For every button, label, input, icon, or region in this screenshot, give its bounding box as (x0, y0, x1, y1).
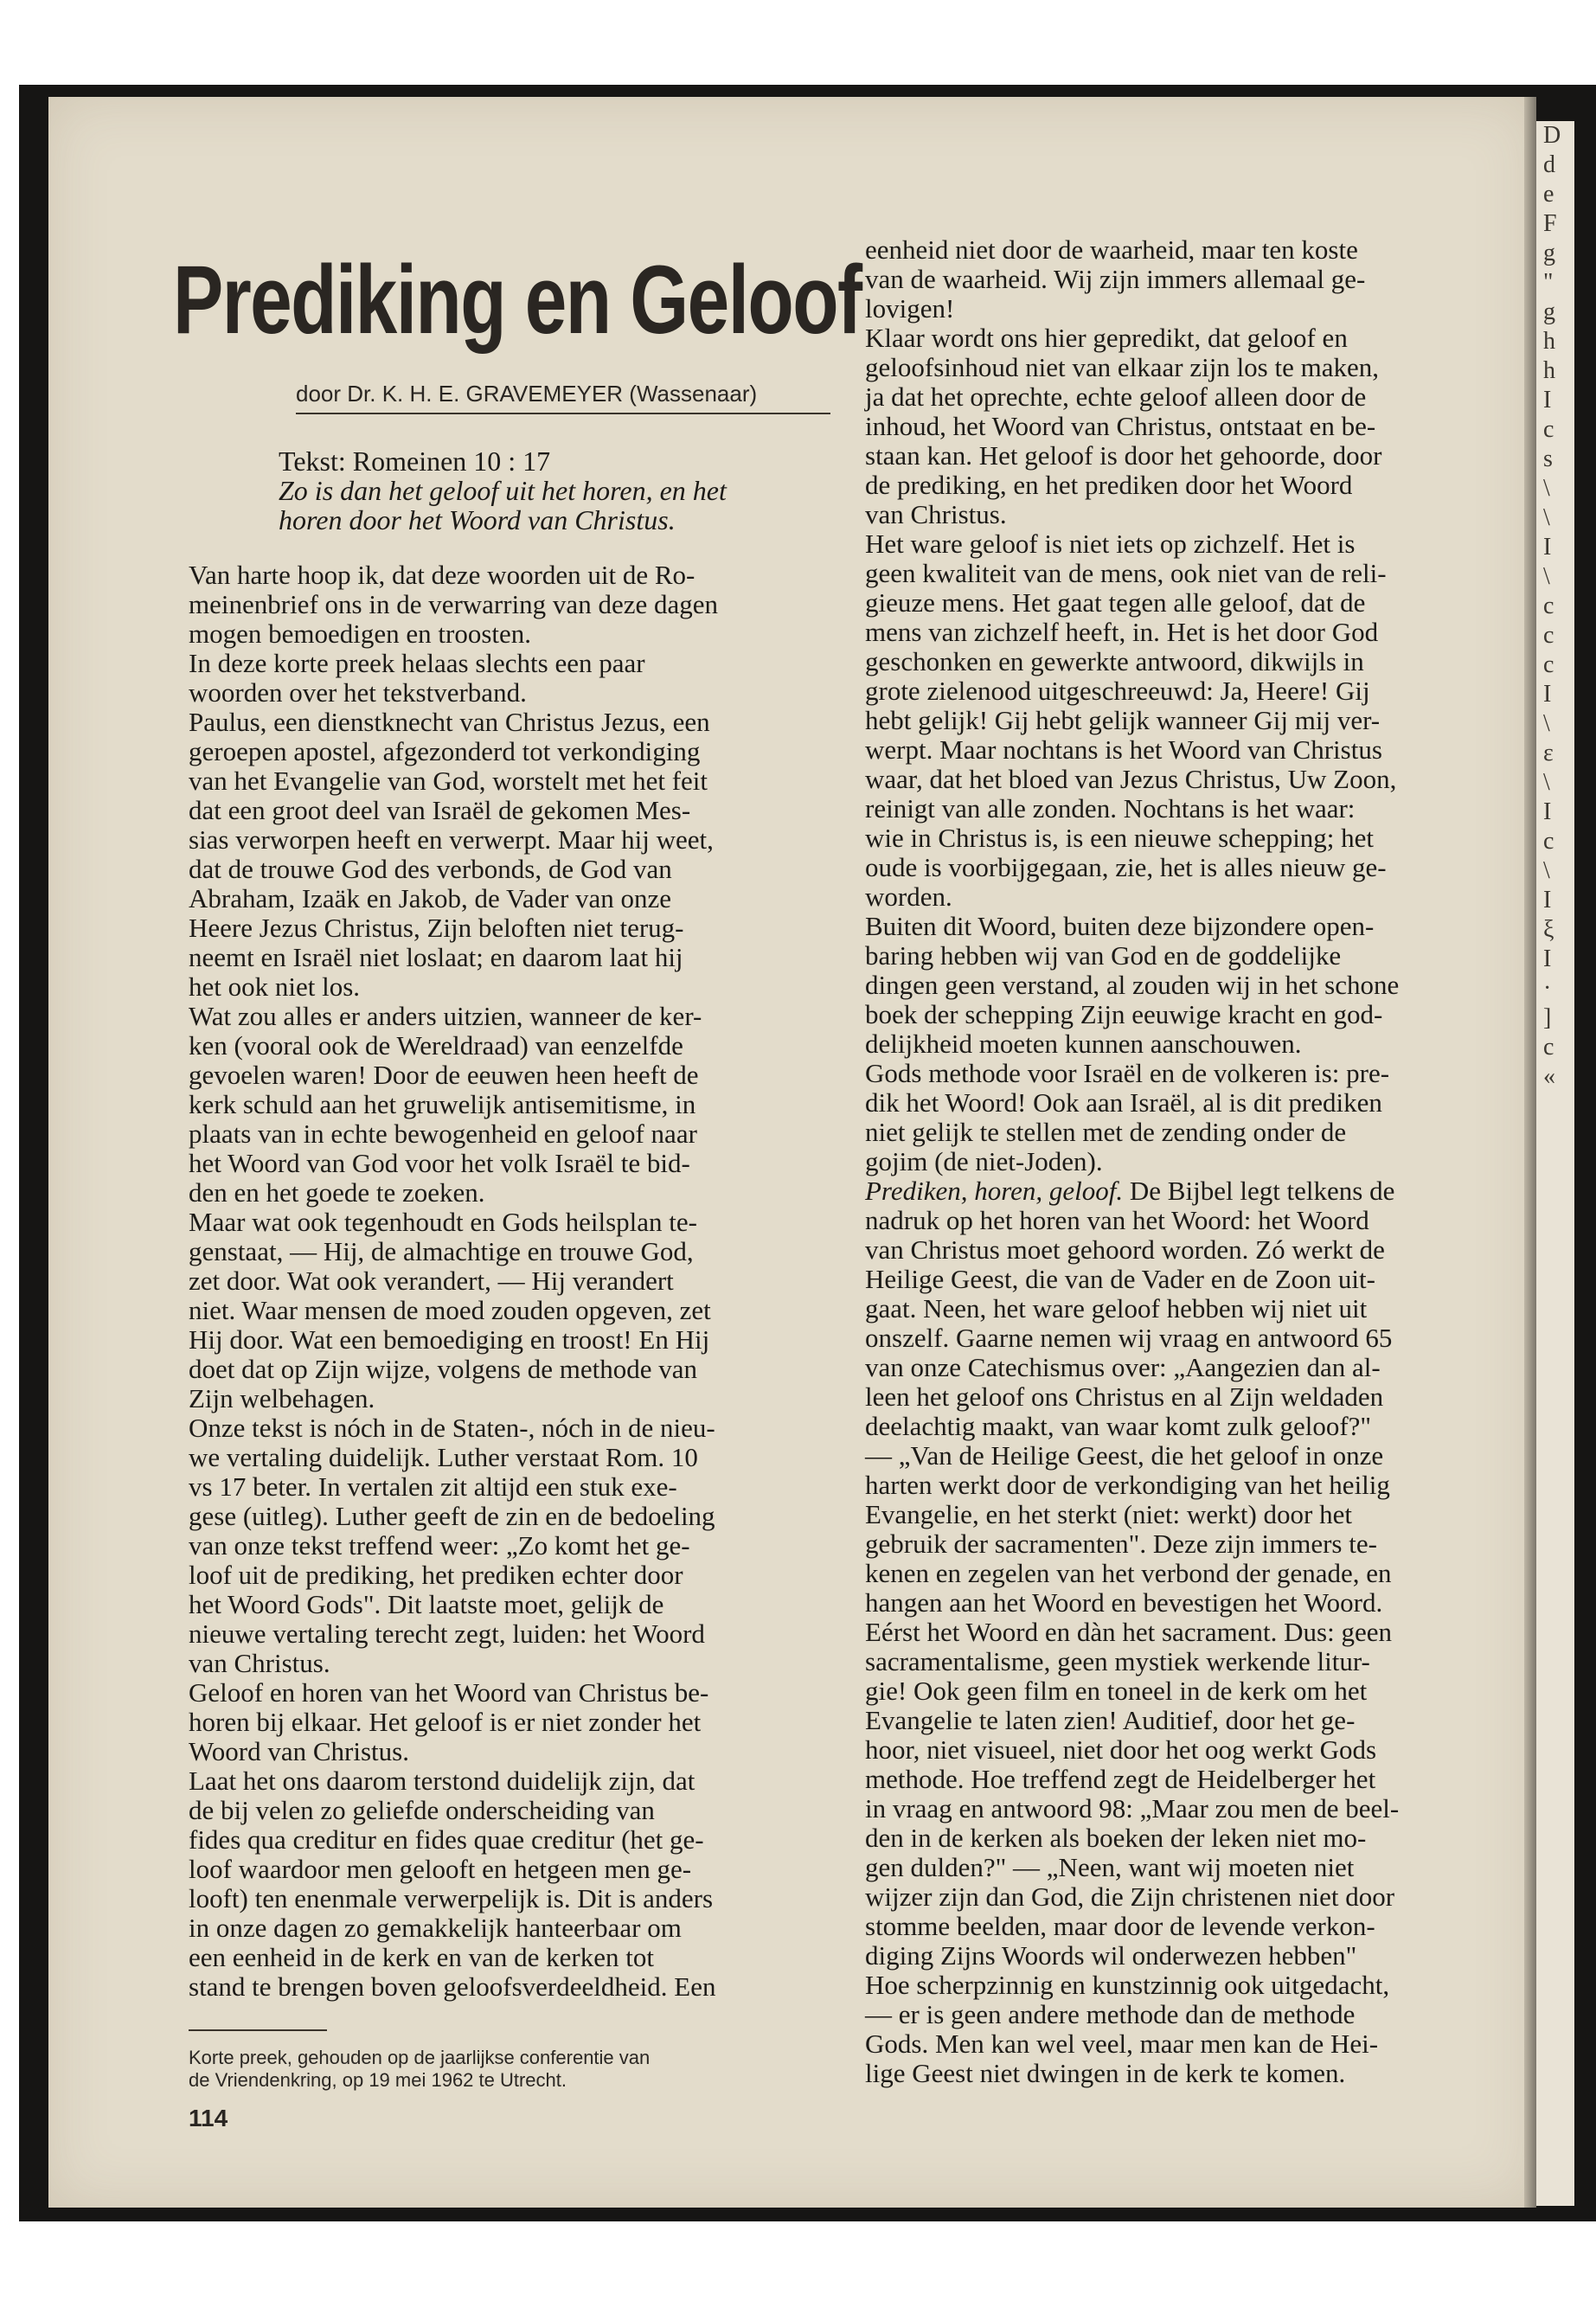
next-page-edge-glyph: · (1543, 975, 1552, 1002)
right-column-line: boek der schepping Zijn eeuwige kracht en god- (865, 999, 1383, 1029)
left-column-line: Paulus, een dienstknecht van Christus Jezus, een (189, 707, 710, 737)
right-column-line: Evangelie, en het sterkt (niet: werkt) door het (865, 1499, 1352, 1529)
left-column-line: mogen bemoedigen en troosten. (189, 619, 532, 649)
left-column-line: in onze dagen zo gemakkelijk hanteerbaar om (189, 1913, 682, 1943)
left-column-line: Geloof en horen van het Woord van Christus be- (189, 1677, 709, 1708)
section-heading-rest: De Bijbel legt telkens de (1123, 1176, 1395, 1206)
right-column-line: van onze Catechismus over: „Aangezien dan al- (865, 1352, 1381, 1382)
byline-underline (296, 413, 830, 414)
left-column-line: we vertaling duidelijk. Luther verstaat Rom. 10 (189, 1442, 698, 1472)
right-column-line: van de waarheid. Wij zijn immers allemaal ge- (865, 264, 1366, 294)
next-page-edge-glyph: ] (1543, 1004, 1552, 1031)
left-column-line: de bij velen zo geliefde onderscheiding van (189, 1795, 655, 1825)
right-column-line: gieuze mens. Het gaat tegen alle geloof, dat de (865, 587, 1366, 618)
left-column-line: van onze tekst treffend weer: „Zo komt het ge- (189, 1530, 690, 1561)
right-column-line: inhoud, het Woord van Christus, ontstaat en be- (865, 411, 1376, 441)
right-column-line: reinigt van alle zonden. Nochtans is het waar: (865, 793, 1356, 824)
left-column-line: plaats van in echte bewogenheid en geloof naar (189, 1118, 697, 1149)
next-page-edge-glyph: e (1543, 181, 1554, 208)
right-column-line: — er is geen andere methode dan de methode (865, 1999, 1356, 2029)
right-column-line: delijkheid moeten kunnen aanschouwen. (865, 1029, 1302, 1059)
left-column-line: fides qua creditur en fides quae creditur (het ge- (189, 1824, 704, 1855)
left-column-line: Heere Jezus Christus, Zijn beloften niet terug- (189, 913, 684, 943)
left-column-line: looft) ten enenmale verwerpelijk is. Dit is anders (189, 1883, 714, 1913)
right-column-line: wie in Christus is, is een nieuwe schepping; het (865, 823, 1375, 853)
next-page-edge-glyph: I (1543, 681, 1552, 708)
next-page-edge-glyph: " (1543, 269, 1554, 296)
left-column-line: Onze tekst is nóch in de Staten-, nóch in de nieu- (189, 1413, 715, 1443)
right-column-line: ja dat het oprechte, echte geloof alleen door de (865, 381, 1367, 412)
left-column-line: Woord van Christus. (189, 1736, 409, 1766)
left-column-line: gevoelen waren! Door de eeuwen heen heeft de (189, 1060, 699, 1090)
right-column-line: hebt gelijk! Gij hebt gelijk wanneer Gij mij ver- (865, 705, 1381, 735)
right-column-line: geloofsinhoud niet van elkaar zijn los te maken, (865, 352, 1379, 382)
right-column-line: diging Zijns Woords wil onderwezen hebben" (865, 1940, 1357, 1971)
left-column-line: den en het goede te zoeken. (189, 1177, 485, 1208)
next-page-edge-glyph: s (1543, 445, 1553, 472)
left-column-line: dat de trouwe God des verbonds, de God van (189, 854, 672, 884)
right-column-line: stomme beelden, maar door de levende verkon- (865, 1911, 1375, 1941)
left-column-line: gese (uitleg). Luther geeft de zin en de bedoeling (189, 1501, 715, 1531)
left-column-line: Laat het ons daarom terstond duidelijk zijn, dat (189, 1766, 695, 1796)
right-column-line: werpt. Maar nochtans is het Woord van Christus (865, 734, 1382, 765)
right-column-line: sacramentalisme, geen mystiek werkende litur- (865, 1646, 1370, 1676)
next-page-edge-glyph: I (1543, 945, 1552, 972)
left-column-line: loof uit de prediking, het prediken echter door (189, 1560, 683, 1590)
left-column-line: horen bij elkaar. Het geloof is er niet zonder het (189, 1707, 702, 1737)
right-column-line: gie! Ook geen film en toneel in de kerk om het (865, 1676, 1368, 1706)
left-column-line: woorden over het tekstverband. (189, 677, 527, 708)
right-column-line: wijzer zijn dan God, die Zijn christenen niet door (865, 1881, 1395, 1912)
right-column (865, 235, 1512, 2088)
scripture-reference: Tekst: Romeinen 10 : 17 (279, 445, 551, 477)
next-page-edge-glyph: « (1543, 1063, 1555, 1090)
footnote-line: Korte preek, gehouden op de jaarlijkse conferentie van (189, 2047, 651, 2068)
next-page-edge-glyph: g (1543, 240, 1555, 266)
next-page-edge-glyph: \ (1543, 563, 1550, 590)
next-page-edge-glyph: I (1543, 887, 1552, 913)
right-column-line: de prediking, en het prediken door het Woord (865, 470, 1353, 500)
right-column-line: leen het geloof ons Christus en al Zijn weldaden (865, 1381, 1384, 1412)
right-column-line: gaat. Neen, het ware geloof hebben wij niet uit (865, 1293, 1368, 1324)
right-column-line: Klaar wordt ons hier gepredikt, dat geloof en (865, 323, 1348, 353)
page-fold-shadow (1524, 97, 1536, 2208)
section-heading-line (865, 1176, 1512, 1206)
left-column-line: Abraham, Izaäk en Jakob, de Vader van onze (189, 883, 672, 913)
next-page-edge-glyph: c (1543, 593, 1554, 619)
next-page-edge-glyph: \ (1543, 857, 1550, 884)
left-column-line: geroepen apostel, afgezonderd tot verkondiging (189, 736, 701, 766)
next-page-edge-glyph: c (1543, 828, 1554, 855)
next-page-edge-glyph: c (1543, 651, 1554, 678)
right-column-line: mens van zichzelf heeft, in. Het is het door God (865, 617, 1379, 647)
scripture-quote-line: horen door het Woord van Christus. (279, 504, 676, 535)
left-column-line: nieuwe vertaling terecht zegt, luiden: het Woord (189, 1618, 705, 1649)
right-column-line: van Christus. (865, 499, 1007, 529)
left-column-line: het Woord van God voor het volk Israël te bid- (189, 1148, 690, 1178)
right-column-line: kenen en zegelen van het verbond der genade, en (865, 1558, 1392, 1588)
next-page-edge-glyph: d (1543, 151, 1555, 178)
next-page-edge-glyph: c (1543, 622, 1554, 649)
right-column-line: geen kwaliteit van de mens, ook niet van de reli- (865, 558, 1387, 588)
right-column-line: Hoe scherpzinnig en kunstzinnig ook uitgedacht, (865, 1970, 1390, 2000)
next-page-edge (1535, 121, 1574, 2206)
next-page-edge-glyph: c (1543, 1034, 1554, 1061)
right-column-line: onszelf. Gaarne nemen wij vraag en antwoord 65 (865, 1323, 1393, 1353)
right-column-line: lige Geest niet dwingen in de kerk te komen. (865, 2058, 1346, 2088)
right-column-line: worden. (865, 881, 952, 912)
right-column-line: nadruk op het horen van het Woord: het Woord (865, 1205, 1369, 1235)
footnote (189, 2047, 846, 2092)
next-page-edge-glyph: ξ (1543, 916, 1554, 943)
left-column-line: niet. Waar mensen de moed zouden opgeven, zet (189, 1295, 711, 1325)
scripture-quote (279, 476, 841, 535)
next-page-edge-glyph: F (1543, 210, 1557, 237)
right-column-line: gen dulden?" — „Neen, want wij moeten niet (865, 1852, 1355, 1882)
right-column-line: van Christus moet gehoord worden. Zó werkt de (865, 1234, 1385, 1265)
left-column-line: ken (vooral ook de Wereldraad) van eenzelfde (189, 1030, 683, 1061)
left-column-line: meinenbrief ons in de verwarring van deze dagen (189, 589, 718, 619)
next-page-edge-glyph: ε (1543, 740, 1554, 766)
next-page-edge-glyph: c (1543, 416, 1554, 443)
left-column-line: In deze korte preek helaas slechts een paar (189, 648, 645, 678)
left-column-line: het ook niet los. (189, 971, 361, 1002)
right-column-line: Evangelie te laten zien! Auditief, door het ge- (865, 1705, 1356, 1735)
left-column-line: sias verworpen heeft en verwerpt. Maar hij weet, (189, 824, 714, 855)
scripture-quote-line: Zo is dan het geloof uit het horen, en het (279, 475, 727, 506)
left-column-line: zet door. Wat ook verandert, — Hij verandert (189, 1266, 674, 1296)
left-column-line: dat een groot deel van Israël de gekomen Mes- (189, 795, 691, 825)
left-column-line: genstaat, — Hij, de almachtige en trouwe God, (189, 1236, 694, 1266)
right-column-line: methode. Hoe treffend zegt de Heidelberger het (865, 1764, 1376, 1794)
left-column-line: loof waardoor men gelooft en hetgeen men ge- (189, 1854, 692, 1884)
right-column-line: den in de kerken als boeken der leken niet mo- (865, 1823, 1367, 1853)
page-number: 114 (189, 2105, 228, 2131)
left-column-line: stand te brengen boven geloofsverdeeldheid. Een (189, 1971, 716, 2002)
left-column-line: van het Evangelie van God, worstelt met het feit (189, 766, 708, 796)
right-column-line: harten werkt door de verkondiging van het heilig (865, 1470, 1390, 1500)
next-page-edge-glyph: I (1543, 387, 1552, 413)
next-page-edge-glyph: \ (1543, 769, 1550, 796)
left-column-line: het Woord Gods". Dit laatste moet, gelijk de (189, 1589, 664, 1619)
left-column-line: Van harte hoop ik, dat deze woorden uit de Ro- (189, 560, 695, 590)
next-page-edge-glyph: g (1543, 298, 1555, 325)
right-column-line: gojim (de niet-Joden). (865, 1146, 1103, 1176)
author-byline: door Dr. K. H. E. GRAVEMEYER (Wassenaar) (296, 381, 758, 407)
right-column-line: lovigen! (865, 293, 955, 324)
next-page-edge-glyph: \ (1543, 475, 1550, 502)
left-column-line: neemt en Israël niet loslaat; en daarom laat hij (189, 942, 683, 972)
left-column-line: Hij door. Wat een bemoediging en troost! En Hij (189, 1324, 710, 1355)
next-page-edge-glyph: I (1543, 534, 1552, 561)
footnote-line: de Vriendenkring, op 19 mei 1962 te Utrecht. (189, 2069, 567, 2091)
right-column-line: niet gelijk te stellen met de zending onder de (865, 1117, 1347, 1147)
next-page-edge-glyph: h (1543, 328, 1555, 355)
right-column-line: waar, dat het bloed van Jezus Christus, Uw Zoon, (865, 764, 1397, 794)
right-column-line: gebruik der sacramenten". Deze zijn immers te- (865, 1529, 1377, 1559)
section-heading-italic: Prediken, horen, geloof. (865, 1176, 1124, 1206)
right-column-line: dingen geen verstand, al zouden wij in het schone (865, 970, 1400, 1000)
next-page-edge-glyph: h (1543, 357, 1555, 384)
right-column-line: Buiten dit Woord, buiten deze bijzondere open- (865, 911, 1375, 941)
left-column-line: vs 17 beter. In vertalen zit altijd een stuk exe- (189, 1471, 677, 1502)
right-column-line: in vraag en antwoord 98: „Maar zou men de beel- (865, 1793, 1400, 1823)
right-column-line: dik het Woord! Ook aan Israël, al is dit prediken (865, 1087, 1382, 1118)
right-column-line: hoor, niet visueel, niet door het oog werkt Gods (865, 1734, 1377, 1765)
right-column-line: Het ware geloof is niet iets op zichzelf. Het is (865, 529, 1356, 559)
left-column-line: Maar wat ook tegenhoudt en Gods heilsplan te- (189, 1207, 697, 1237)
left-column-line: van Christus. (189, 1648, 330, 1678)
right-column-line: Gods. Men kan wel veel, maar men kan de Hei- (865, 2029, 1379, 2059)
next-page-edge-glyph: \ (1543, 710, 1550, 737)
right-column-line: Gods methode voor Israël en de volkeren is: pre- (865, 1058, 1390, 1088)
right-column-line: Eérst het Woord en dàn het sacrament. Dus: geen (865, 1617, 1392, 1647)
right-column-line: oude is voorbijgegaan, zie, het is alles nieuw ge- (865, 852, 1387, 882)
left-column (189, 561, 835, 2002)
left-column-line: doet dat op Zijn wijze, volgens de methode van (189, 1354, 697, 1384)
article-title: Prediking en Geloof (173, 246, 862, 354)
right-column-line: staan kan. Het geloof is door het gehoorde, door (865, 440, 1382, 471)
left-column-line: Zijn welbehagen. (189, 1383, 375, 1413)
right-column-line: eenheid niet door de waarheid, maar ten koste (865, 234, 1358, 265)
footnote-rule (189, 2029, 327, 2031)
right-column-line: baring hebben wij van God en de goddelijke (865, 940, 1342, 971)
right-column-line: grote zielenood uitgeschreeuwd: Ja, Heere! Gij (865, 676, 1370, 706)
right-column-line: hangen aan het Woord en bevestigen het Woord. (865, 1587, 1383, 1618)
left-column-line: Wat zou alles er anders uitzien, wanneer de ker- (189, 1001, 702, 1031)
right-column-line: Heilige Geest, die van de Vader en de Zoon uit- (865, 1264, 1375, 1294)
right-column-line: geschonken en gewerkte antwoord, dikwijls in (865, 646, 1364, 676)
next-page-edge-glyph: \ (1543, 504, 1550, 531)
right-column-line: — „Van de Heilige Geest, die het geloof in onze (865, 1440, 1384, 1471)
next-page-edge-glyph: D (1543, 122, 1561, 149)
left-column-line: een eenheid in de kerk en van de kerken tot (189, 1942, 654, 1972)
left-column-line: kerk schuld aan het gruwelijk antisemitisme, in (189, 1089, 696, 1119)
right-column-line: deelachtig maakt, van waar komt zulk geloof?" (865, 1411, 1372, 1441)
next-page-edge-glyph: I (1543, 798, 1552, 825)
